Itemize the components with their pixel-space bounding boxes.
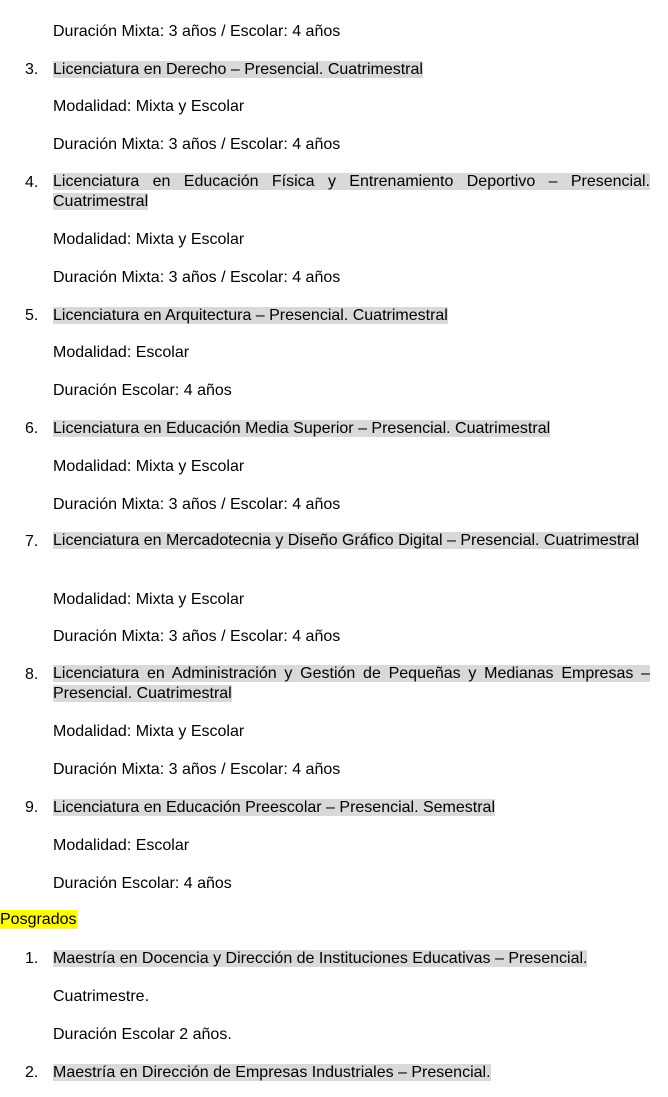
list-number: 9. <box>25 799 39 816</box>
program-title-text: Licenciatura en Derecho – Presencial. Cuatrimestral <box>53 61 423 78</box>
list-number: 1. <box>25 950 39 967</box>
duration-text: Duración Mixta: 3 años / Escolar: 4 años <box>53 269 341 286</box>
program-title-text: Licenciatura en Educación Preescolar – Presencial. Semestral <box>53 799 496 816</box>
program-title-text: Maestría en Dirección de Empresas Industriales – Presencial. <box>53 1064 491 1081</box>
modality-text: Modalidad: Mixta y Escolar <box>53 458 245 475</box>
list-number: 2. <box>25 1064 39 1081</box>
modality-text: Modalidad: Mixta y Escolar <box>53 591 245 608</box>
program-title-text: Licenciatura en Arquitectura – Presencial. Cuatrimestral <box>53 307 448 324</box>
program-title-text: Licenciatura en Administración y Gestión de Pequeñas y Medianas Empresas – Presencial. Cuatrimestral <box>53 665 650 702</box>
list-number: 3. <box>25 61 39 78</box>
modality-text: Modalidad: Escolar <box>53 837 190 854</box>
duration-text: Duración Mixta: 3 años / Escolar: 4 años <box>53 761 341 778</box>
program-title <box>53 531 650 551</box>
list-number: 7. <box>25 533 39 550</box>
program-title-text: Licenciatura en Educación Media Superior – Presencial. Cuatrimestral <box>53 420 551 437</box>
modality-text: Modalidad: Escolar <box>53 344 190 361</box>
program-title-text: Licenciatura en Educación Física y Entrenamiento Deportivo – Presencial. Cuatrimestral <box>53 173 650 210</box>
program-title <box>53 1063 491 1082</box>
duration-text: Duración Mixta: 3 años / Escolar: 4 años <box>53 628 341 645</box>
modality-text: Modalidad: Mixta y Escolar <box>53 231 245 248</box>
program-title <box>53 172 650 212</box>
program-title <box>53 798 495 817</box>
program-title-text: Licenciatura en Mercadotecnia y Diseño Gráfico Digital – Presencial. Cuatrimestral <box>53 532 640 549</box>
duration-text: Duración Mixta: 3 años / Escolar: 4 años <box>53 496 341 513</box>
list-number: 6. <box>25 420 39 437</box>
duration-text: Duración Escolar 2 años. <box>53 1026 232 1043</box>
program-title <box>53 306 448 325</box>
modality-text: Modalidad: Mixta y Escolar <box>53 98 245 115</box>
duration-text: Duración Escolar: 4 años <box>53 875 232 892</box>
modality-text: Modalidad: Mixta y Escolar <box>53 723 245 740</box>
program-title <box>53 419 550 438</box>
duration-text: Duración Escolar: 4 años <box>53 382 232 399</box>
program-title-text: Maestría en Docencia y Dirección de Instituciones Educativas – Presencial. <box>53 950 588 967</box>
list-number: 5. <box>25 307 39 324</box>
list-number: 4. <box>25 174 39 191</box>
duration-text: Duración Mixta: 3 años / Escolar: 4 años <box>53 136 341 153</box>
list-number: 8. <box>25 666 39 683</box>
program-title <box>53 949 587 968</box>
program-title <box>53 60 423 79</box>
program-title <box>53 664 650 704</box>
duration-text: Duración Mixta: 3 años / Escolar: 4 años <box>53 23 341 40</box>
section-heading-posgrados: Posgrados <box>0 911 77 928</box>
period-text: Cuatrimestre. <box>53 988 150 1005</box>
